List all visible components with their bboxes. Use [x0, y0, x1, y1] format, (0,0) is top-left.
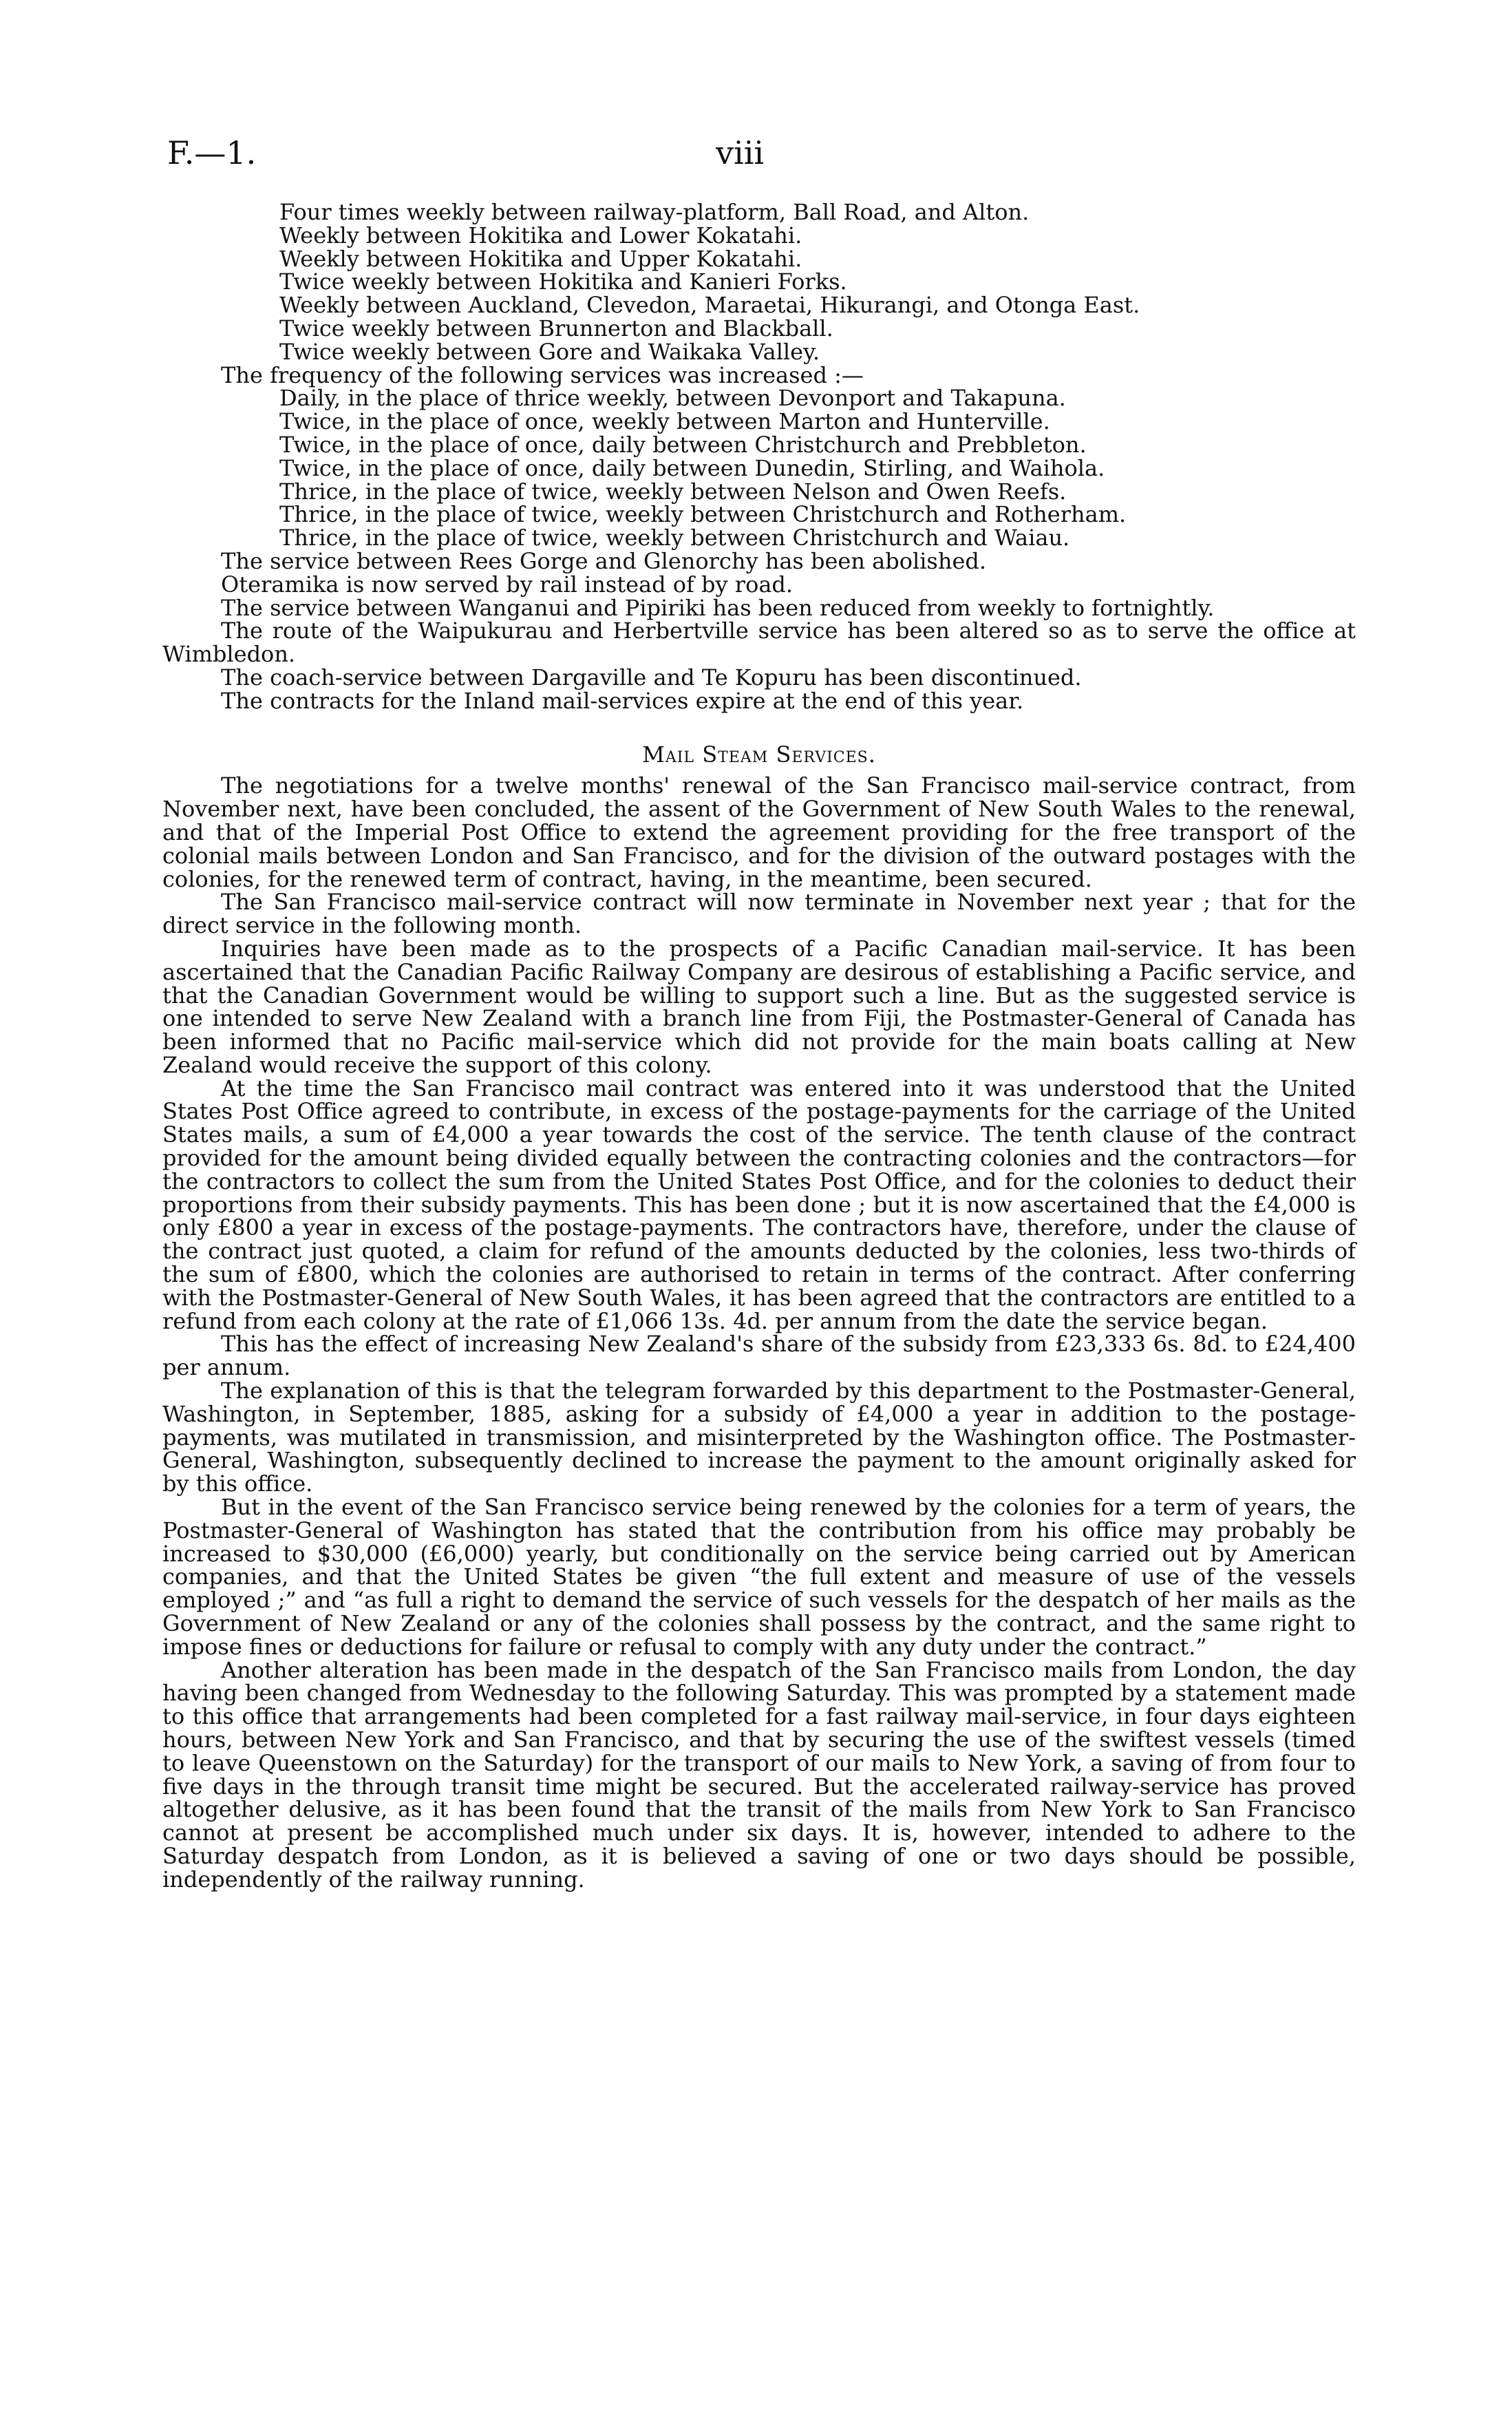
service-line: Four times weekly between railway-platform, Ball Road, and Alton.	[279, 199, 1030, 225]
body-paragraph: The negotiations for a twelve months' renewal of the San Francisco mail-service contract, from November next, have been concluded, the assent of the Government of New South Wales to the renewal, and that of the Imperial Post Office to extend the agreement providing for the free transport of the colonial mails between London and San Francisco, and for the division of the outward postages with the colonies, for the renewed term of contract, having, in the meantime, been secured.	[162, 772, 1356, 892]
change-paragraph: The service between Wanganui and Pipiriki has been reduced from weekly to fortnightly.	[221, 594, 1215, 621]
service-line: Weekly between Auckland, Clevedon, Maraetai, Hikurangi, and Otonga East.	[279, 292, 1140, 319]
service-line: Twice weekly between Gore and Waikaka Valley.	[279, 338, 820, 365]
change-paragraph: The service between Rees Gorge and Glenorchy has been abolished.	[221, 547, 987, 574]
section-heading: Mail Steam Services.	[642, 741, 876, 768]
service-line: Weekly between Hokitika and Upper Kokatahi.	[279, 245, 802, 272]
service-line: Weekly between Hokitika and Lower Kokatahi.	[279, 222, 802, 249]
service-line: Daily, in the place of thrice weekly, between Devonport and Takapuna.	[279, 385, 1066, 412]
body-paragraph: Another alteration has been made in the despatch of the San Francisco mails from London, the day having been changed from Wednesday to the following Saturday. This was prompted by a statement made to this office that arrangements had been completed for a fast railway mail-service, in four days eighteen hours, between New York and San Francisco, and that by securing the use of the swiftest vessels (timed to leave Queenstown on the Saturday) for the transport of our mails to New York, a saving of from four to five days in the through transit time might be secured. But the accelerated railway-service has proved altogether delusive, as it has been found that the transit of the mails from New York to San Francisco cannot at present be accomplished much under six days. It is, however, intended to adhere to the Saturday despatch from London, as it is believed a saving of one or two days should be possible, independently of the railway running.	[162, 1656, 1356, 1892]
change-paragraph: Oteramika is now served by rail instead of by road.	[221, 571, 794, 598]
body-paragraph: At the time the San Francisco mail contract was entered into it was understood that the United States Post Office agreed to contribute, in excess of the postage-payments for the carriage of the United States mails, a sum of £4,000 a year towards the cost of the service. The tenth clause of the contract provided for the amount being divided equally between the contracting colonies and the contractors—for the contractors to collect the sum from the United States Post Office, and for the colonies to deduct their proportions from their subsidy payments. This has been done ; but it is now ascertained that the £4,000 is only £800 a year in excess of the postage-payments. The contractors have, therefore, under the clause of the contract just quoted, a claim for refund of the amounts deducted by the colonies, less two-thirds of the sum of £800, which the colonies are authorised to retain in terms of the contract. After conferring with the Postmaster-General of New South Wales, it has been agreed that the contractors are entitled to a refund from each colony at the rate of £1,066 13s. 4d. per annum from the date the service began.	[162, 1075, 1356, 1334]
service-line: Twice, in the place of once, daily between Christchurch and Prebbleton.	[279, 431, 1087, 458]
service-line: Thrice, in the place of twice, weekly between Christchurch and Waiau.	[279, 525, 1070, 551]
service-line: Twice, in the place of once, daily between Dunedin, Stirling, and Waihola.	[279, 454, 1105, 481]
increased-intro: The frequency of the following services was increased :—	[221, 361, 864, 388]
service-line: Thrice, in the place of twice, weekly between Nelson and Owen Reefs.	[279, 478, 1067, 505]
body-text	[162, 201, 1356, 1892]
page-number: viii	[716, 134, 765, 171]
body-paragraph: This has the effect of increasing New Zealand's share of the subsidy from £23,333 6s. 8d. to £24,400 per annum.	[162, 1331, 1356, 1381]
service-line: Thrice, in the place of twice, weekly between Christchurch and Rotherham.	[279, 501, 1127, 528]
document-reference: F.—1.	[167, 134, 257, 171]
change-paragraph: The contracts for the Inland mail-services expire at the end of this year.	[221, 687, 1024, 714]
change-paragraph: The coach-service between Dargaville and Te Kopuru has been discontinued.	[221, 664, 1082, 690]
service-line: Twice weekly between Hokitika and Kanieri Forks.	[279, 268, 847, 295]
body-paragraph: The San Francisco mail-service contract will now terminate in November next year ; that for the direct service in the following month.	[162, 889, 1356, 939]
change-paragraph: The route of the Waipukurau and Herbertville service has been altered so as to serve the office at Wimbledon.	[162, 618, 1356, 668]
body-paragraph: The explanation of this is that the telegram forwarded by this department to the Postmaster-General, Washington, in September, 1885, asking for a subsidy of £4,000 a year in addition to the postage-payments, was mutilated in transmission, and misinterpreted by the Washington office. The Postmaster-General, Washington, subsequently declined to increase the payment to the amount originally asked for by this office.	[162, 1378, 1356, 1497]
service-line: Twice, in the place of once, weekly between Marton and Hunterville.	[279, 408, 1050, 435]
body-paragraph: But in the event of the San Francisco service being renewed by the colonies for a term of years, the Postmaster-General of Washington has stated that the contribution from his office may probably be increased to $30,000 (£6,000) yearly, but conditionally on the service being carried out by American companies, and that the United States be given “the full extent and measure of use of the vessels employed ;” and “as full a right to demand the service of such vessels for the despatch of her mails as the Government of New Zealand or any of the colonies shall possess by the contract, and the same right to impose fines or deductions for failure or refusal to comply with any duty under the contract.”	[162, 1494, 1356, 1660]
body-paragraph: Inquiries have been made as to the prospects of a Pacific Canadian mail-service. It has been ascertained that the Canadian Pacific Railway Company are desirous of establishing a Pacific service, and that the Canadian Government would be willing to support such a line. But as the suggested service is one intended to serve New Zealand with a branch line from Fiji, the Postmaster-General of Canada has been informed that no Pacific mail-service which did not provide for the main boats calling at New Zealand would receive the support of this colony.	[162, 935, 1356, 1078]
service-line: Twice weekly between Brunnerton and Blackball.	[279, 315, 833, 341]
